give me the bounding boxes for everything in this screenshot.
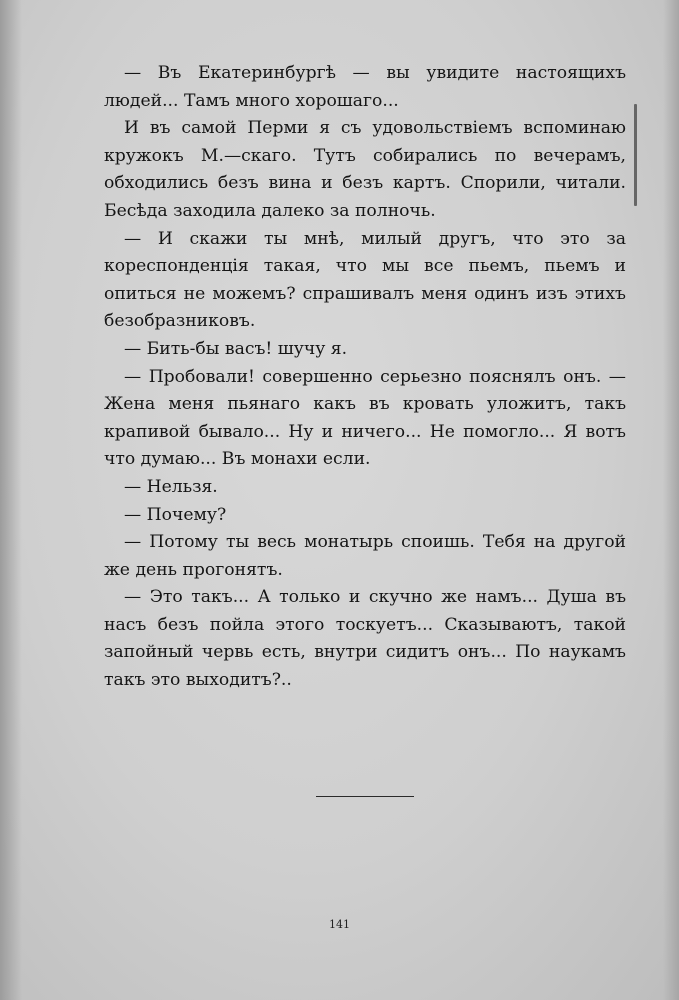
paragraph: — Почему?	[124, 504, 227, 525]
margin-pencil-mark	[634, 104, 637, 206]
body-text	[104, 60, 626, 695]
paragraph: — И скажи ты мнѣ, милый другъ, что это за кореспонденція такая, что мы все пьемъ, пьемъ и опиться не можемъ? спрашивалъ меня одинъ изъ этихъ безобразниковъ.	[104, 228, 626, 332]
paragraph: И въ самой Перми я съ удовольствіемъ вспоминаю кружокъ М.—скаго. Тутъ собирались по вечерамъ, обходились безъ вина и безъ картъ. Спорили, читали. Бесѣда заходила далеко за полночь.	[104, 118, 626, 221]
paragraph: — Пробовали! совершенно серьезно пояснялъ онъ. — Жена меня пьянаго какъ въ кровать уложитъ, такъ крапивой бывало... Ну и ничего... Не помогло... Я вотъ что думаю... Въ монахи если.	[104, 366, 626, 470]
paragraph: — Въ Екатеринбургѣ — вы увидите настоящихъ людей... Тамъ много хорошаго...	[104, 63, 626, 111]
page-number: 141	[329, 918, 350, 931]
paragraph: — Потому ты весь монатырь споишь. Тебя на другой же день прогонятъ.	[104, 532, 626, 580]
page-edge-shadow-left	[0, 0, 22, 1000]
page-edge-shadow-right	[663, 0, 679, 1000]
paragraph: — Нельзя.	[124, 476, 218, 497]
paragraph: — Бить-бы васъ! шучу я.	[124, 338, 348, 359]
paragraph: — Это такъ... А только и скучно же намъ... Душа въ насъ безъ пойла этого тоскуетъ... Сказываютъ, такой запойный червь есть, внутри сидитъ онъ... По наукамъ такъ это выходитъ?..	[104, 587, 626, 691]
section-end-rule	[316, 796, 414, 797]
